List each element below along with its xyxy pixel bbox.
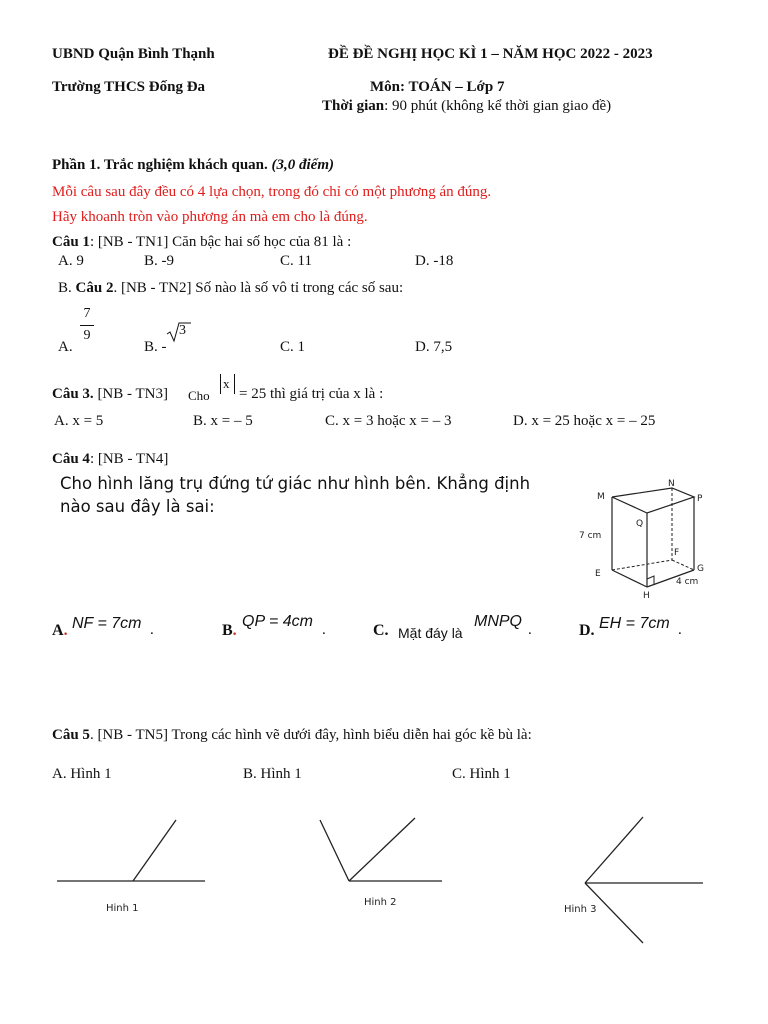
q1-option-b[interactable]: B. -9 bbox=[144, 253, 174, 269]
q3-rest: = 25 thì giá trị của x là : bbox=[239, 386, 384, 402]
label-q: Q bbox=[636, 519, 644, 529]
label-m: M bbox=[597, 492, 605, 502]
instruction-2: Hãy khoanh tròn vào phương án mà em cho là đúng. bbox=[52, 209, 368, 225]
q5-option-c[interactable]: C. Hình 1 bbox=[452, 766, 511, 782]
fig2-caption: Hinh 2 bbox=[364, 897, 397, 908]
q5-stem bbox=[52, 727, 532, 744]
q2-option-d[interactable]: D. 7,5 bbox=[415, 339, 453, 355]
exam-title: ĐỀ ĐỀ NGHỊ HỌC KÌ 1 – NĂM HỌC 2022 - 2023 bbox=[328, 46, 653, 62]
district-name: UBND Quận Bình Thạnh bbox=[52, 46, 215, 62]
q4-b-dot: . bbox=[232, 622, 237, 639]
q4-line-2: nào sau đây là sai: bbox=[60, 497, 215, 516]
angle-figures bbox=[0, 800, 768, 960]
q4-a-math: NF = 7cm bbox=[72, 615, 142, 632]
q4-a-end-dot: . bbox=[150, 622, 154, 638]
q4-stem bbox=[52, 451, 168, 468]
q4-d-end-dot: . bbox=[678, 622, 682, 638]
q1-stem bbox=[52, 234, 351, 251]
q4-label: Câu 4 bbox=[52, 451, 90, 467]
q3-cho: Cho bbox=[188, 388, 210, 403]
q3-stem-start bbox=[52, 386, 168, 403]
q1-text: : [NB - TN1] Căn bậc hai số học của 81 là : bbox=[89, 234, 352, 250]
prism-figure bbox=[575, 474, 715, 604]
part1-heading bbox=[52, 157, 334, 174]
label-h: H bbox=[643, 591, 650, 601]
part1-points: (3,0 điểm) bbox=[271, 157, 334, 173]
q3-option-c[interactable]: C. x = 3 hoặc x = – 3 bbox=[325, 413, 452, 429]
q4-option-c[interactable]: C. bbox=[373, 622, 389, 639]
q4-d-math: EH = 7cm bbox=[599, 615, 670, 632]
label-f: F bbox=[674, 548, 680, 558]
q5-label: Câu 5 bbox=[52, 727, 90, 743]
label-e: E bbox=[595, 569, 601, 579]
label-base: 4 cm bbox=[676, 577, 699, 587]
label-p: P bbox=[697, 494, 703, 504]
q5-text: . [NB - TN5] Trong các hình vẽ dưới đây, hình biểu diễn hai góc kề bù là: bbox=[89, 727, 532, 743]
part1-title: Phần 1. Trắc nghiệm khách quan. bbox=[52, 157, 268, 173]
q4-option-a[interactable] bbox=[52, 622, 68, 640]
q2-b-radicand: 3 bbox=[179, 323, 186, 338]
q2-option-a[interactable]: A. bbox=[58, 339, 73, 355]
label-g: G bbox=[697, 564, 704, 574]
q3-variable: x bbox=[223, 376, 230, 391]
q1-option-d[interactable]: D. -18 bbox=[415, 253, 454, 269]
q2-stem bbox=[58, 280, 403, 297]
instruction-1: Mỗi câu sau đây đều có 4 lựa chọn, trong đó chỉ có một phương án đúng. bbox=[52, 184, 492, 200]
q2-label: Câu 2 bbox=[75, 280, 114, 296]
fig1-caption: Hinh 1 bbox=[106, 903, 139, 914]
q3-text: [NB - TN3] bbox=[93, 386, 168, 402]
q4-option-d[interactable]: D. bbox=[579, 622, 595, 639]
q2-option-b[interactable]: B. - bbox=[144, 339, 167, 355]
q4-b-math: QP = 4cm bbox=[242, 613, 313, 630]
time-value: : 90 phút (không kể thời gian giao đề) bbox=[384, 98, 612, 114]
label-height: 7 cm bbox=[579, 531, 602, 541]
q2-prefix: B. bbox=[58, 280, 72, 296]
q3-option-d[interactable]: D. x = 25 hoặc x = – 25 bbox=[513, 413, 656, 429]
q4-line-1: Cho hình lăng trụ đứng tứ giác như hình bên. Khẳng định bbox=[60, 474, 531, 493]
time-label: Thời gian bbox=[322, 98, 385, 114]
q3-option-b[interactable]: B. x = – 5 bbox=[193, 413, 253, 429]
q5-option-b[interactable]: B. Hình 1 bbox=[243, 766, 302, 782]
q4-c-math: MNPQ bbox=[474, 613, 522, 630]
q2-text: . [NB - TN2] Số nào là số vô tỉ trong các số sau: bbox=[113, 280, 404, 296]
q4-b-label: B bbox=[222, 622, 233, 639]
q2-a-numerator: 7 bbox=[83, 306, 91, 321]
label-n: N bbox=[668, 479, 675, 489]
time-line bbox=[322, 98, 611, 115]
subject-line: Môn: TOÁN – Lớp 7 bbox=[370, 79, 505, 95]
q2-a-denominator: 9 bbox=[83, 328, 91, 343]
q4-b-end-dot: . bbox=[322, 622, 326, 638]
q1-option-a[interactable]: A. 9 bbox=[58, 253, 84, 269]
q4-c-text: Mặt đáy là bbox=[398, 625, 463, 641]
q3-label: Câu 3. bbox=[52, 386, 94, 402]
school-name: Trường THCS Đống Đa bbox=[52, 79, 206, 95]
q4-option-b[interactable] bbox=[222, 622, 237, 640]
q4-c-end-dot: . bbox=[528, 622, 532, 638]
fig3-caption: Hinh 3 bbox=[564, 904, 597, 915]
q5-option-a[interactable]: A. Hình 1 bbox=[52, 766, 112, 782]
q2-option-c[interactable]: C. 1 bbox=[280, 339, 306, 355]
q4-a-label: A bbox=[52, 622, 64, 639]
q4-text: : [NB - TN4] bbox=[89, 451, 169, 467]
abs-bar-left bbox=[220, 374, 221, 394]
q1-label: Câu 1 bbox=[52, 234, 90, 250]
q2-a-fraction-bar bbox=[80, 325, 94, 326]
q4-a-dot: . bbox=[63, 622, 68, 639]
q1-option-c[interactable]: C. 11 bbox=[280, 253, 312, 269]
abs-bar-right bbox=[234, 374, 235, 394]
q3-option-a[interactable]: A. x = 5 bbox=[54, 413, 104, 429]
